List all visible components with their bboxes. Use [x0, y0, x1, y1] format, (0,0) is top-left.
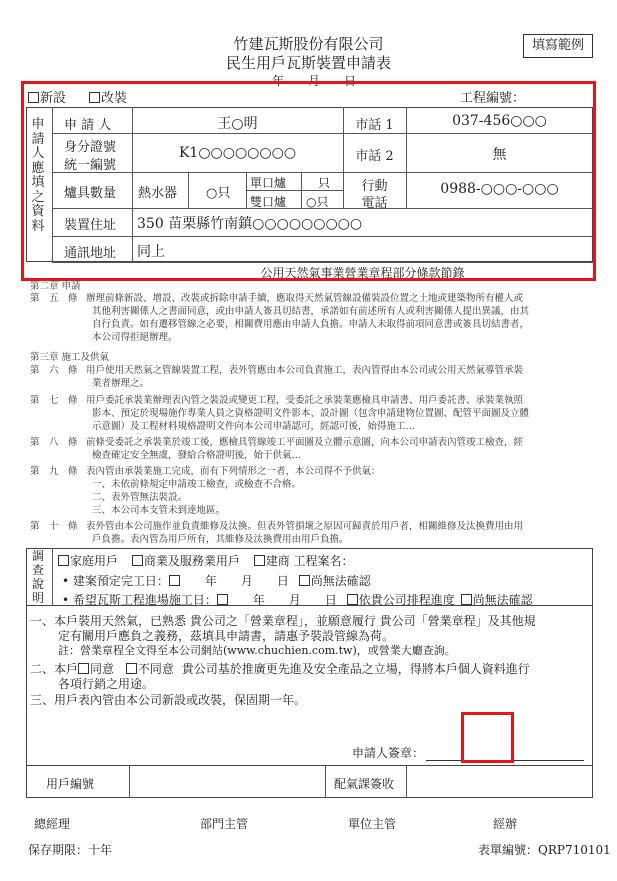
survey-user-type-row: 家庭用戶 商業及服務業用戶 建商 工程案名： — [58, 552, 354, 569]
form-title: 民生用戶瓦斯裝置申請表 — [225, 54, 391, 72]
article-9-line: 三、本公司本支管未到達地區。 — [92, 505, 226, 516]
checkbox-icon[interactable] — [254, 555, 265, 566]
form-number: 表單編號：QRP710101 — [478, 843, 611, 857]
checkbox-icon[interactable] — [299, 575, 310, 586]
article-10-line: 第 十 條 表外管由本公司施作並負責維修及汰換。但表外管損壞之原因可歸責於用戶者，相關維修及汰換費用由用 — [30, 521, 524, 532]
article-5-line: 其他利害關係人之書面同意，或由申請人簽具切結書，承諾如有前述所有人或利害關係人提出異議，由其 — [92, 306, 530, 317]
article-9-line: 二、表外管無法裝設。 — [92, 492, 188, 503]
chapter-3-heading: 第三章 施工及供氣 — [30, 352, 110, 363]
article-7-line: 示意圖）及工程材料規格證明文件向本公司申請認可，經認可後，始得施工… — [92, 421, 416, 432]
survey-side-label: 調 查 說 明 — [31, 549, 44, 605]
article-5-line: 本公司得拒絕辦理。 — [92, 332, 178, 343]
handler-label: 經辦 — [493, 817, 518, 831]
highlight-frame — [21, 81, 596, 281]
general-manager-label: 總經理 — [34, 817, 71, 831]
mail-address-value[interactable]: 同上 — [137, 244, 165, 260]
single-stove-label: 單口爐 — [250, 176, 287, 190]
checkbox-icon[interactable] — [132, 555, 143, 566]
department-head-label: 部門主管 — [200, 817, 249, 831]
checkbox-icon[interactable] — [347, 594, 358, 605]
option-modify[interactable]: 改裝 — [89, 87, 127, 106]
water-heater-count[interactable]: ○只 — [206, 186, 231, 201]
phone1-label: 市話 1 — [355, 118, 394, 133]
signature-label: 申請人簽章： — [352, 746, 425, 760]
article-9-line: 一、未依前條規定申請竣工檢查，或檢查不合格。 — [92, 479, 302, 490]
double-stove-count[interactable]: ○只 — [306, 195, 329, 209]
article-10-line: 戶負擔。表內管為用戶所有，其維修及汰換費用由用戶負擔。 — [92, 534, 349, 545]
address-label: 裝置住址 — [64, 218, 117, 233]
checkbox-icon[interactable] — [217, 594, 228, 605]
article-8-line: 檢查確定安全無虞，發給合格證明後，始于供氣… — [92, 450, 302, 461]
unit-head-label: 單位主管 — [348, 817, 397, 831]
article-9-line: 第 九 條 表內管由承裝業施工完成，而有下列情形之一者，本公司得不予供氣： — [30, 466, 381, 477]
article-8-line: 第 八 條 前條受委託之承裝業於竣工後，應檢具管線竣工平面圖及立體示意圖，向本公司申請表內管竣工檢查，經 — [30, 437, 524, 448]
completion-date-row: • 建案預定完工日： 年 月 日 尚無法確認 — [62, 574, 371, 588]
dispatch-receipt-label: 配氣課簽收 — [334, 777, 395, 791]
applicant-value[interactable]: 王○明 — [217, 116, 258, 132]
checkbox-icon[interactable] — [58, 555, 69, 566]
checkbox-icon[interactable] — [78, 663, 89, 674]
project-number-label: 工程編號： — [460, 91, 526, 106]
stove-count-label: 爐具數量 — [64, 186, 117, 201]
date-line: 年 月 日 — [272, 74, 357, 88]
signature-field[interactable] — [461, 712, 514, 763]
mobile-label-2: 電話 — [361, 196, 388, 211]
declaration-1-line: 一、本戶裝用天然氣，已熟悉 貴公司之「營業章程」，並願意履行 貴公司「營業章程」及其他規 — [30, 614, 536, 628]
mobile-label-1: 行動 — [361, 179, 388, 194]
applicant-label: 申 請 人 — [64, 118, 112, 133]
receipt-row — [26, 766, 593, 798]
declaration-1-line: 定有關用戶應負之義務，茲填具申請書，請惠予裝設管線為荷。 — [58, 629, 395, 643]
single-stove-count[interactable]: 只 — [318, 176, 331, 190]
checkbox-icon[interactable] — [126, 663, 137, 674]
phone2-value[interactable]: 無 — [492, 147, 507, 163]
regulation-caption: 公用天然氣事業營業章程部分條款節錄 — [260, 266, 465, 280]
declaration-2-line: 二、本戶 同意 不同意 貴公司基於推廣更先進及安全產品之立場，得將本戶個人資料進行 — [30, 662, 530, 676]
mobile-value[interactable]: 0988-○○○-○○○ — [440, 181, 559, 197]
article-5-line: 自行負責。如有遷移管線之必要，相關費用應由申請人負擔。申請人未取得前項同意書或簽具切結書者， — [92, 319, 530, 330]
article-6-line: 第 六 條 用戶使用天然氣之管線裝置工程，表外管應由本公司負責施工，表內管得由本公司或公用天然氣導管承裝 — [30, 365, 524, 376]
article-7-line: 影本、預定於現場施作專業人員之資格證明文件影本、設計圖（包含申請建物位置圖、配管平面圖及立體 — [92, 408, 530, 419]
article-6-line: 業者辦理之。 — [92, 378, 150, 389]
option-new-install[interactable]: 新設 — [28, 87, 66, 106]
example-label: 填寫範例 — [523, 34, 593, 58]
double-stove-label: 雙口爐 — [250, 195, 287, 209]
article-5-line: 第 五 條 辦理前條新設、增設、改裝或拆除申請手續，應取得天然氣管線設備裝設位置之土地或建築物所有權人或 — [30, 293, 524, 304]
declaration-note: 註：營業章程全文得至本公司網站(www.chuchien.com.tw)，或營業大廳查詢。 — [58, 644, 456, 657]
retention-period: 保存期限：十年 — [28, 843, 113, 857]
declaration-3-line: 三、用戶表內管由本公司新設或改裝，保固期一年。 — [30, 693, 307, 707]
id-label-2: 統一編號 — [64, 158, 117, 173]
phone1-value[interactable]: 037-456○○○ — [452, 113, 547, 129]
construction-date-row: • 希望瓦斯工程進場施工日： 年 月 日 依貴公司排程進度 尚無法確認 — [62, 593, 533, 607]
address-value[interactable]: 350 苗栗縣竹南鎮○○○○○○○○○ — [137, 216, 363, 232]
checkbox-icon[interactable] — [169, 575, 180, 586]
chapter-2-heading: 第二章 申請 — [30, 281, 81, 292]
applicant-side-label: 申 請 人 應 填 之 資 料 — [31, 117, 45, 234]
id-label-1: 身分證號 — [64, 140, 117, 155]
article-7-line: 第 七 條 用戶委託承裝業辦理表內管之裝設或變更工程，受委託之承裝業應檢具申請書、用戶委託書、承裝業執照 — [30, 395, 524, 406]
user-number-label: 用戶編號 — [46, 777, 95, 791]
checkbox-icon[interactable] — [461, 594, 472, 605]
water-heater-label: 熱水器 — [138, 186, 178, 201]
mail-address-label: 通訊地址 — [64, 246, 117, 261]
company-name: 竹建瓦斯股份有限公司 — [233, 35, 384, 53]
declaration-2-line: 各項行銷之用途。 — [58, 677, 155, 691]
phone2-label: 市話 2 — [355, 149, 394, 164]
id-value[interactable]: K1○○○○○○○○ — [178, 145, 297, 161]
